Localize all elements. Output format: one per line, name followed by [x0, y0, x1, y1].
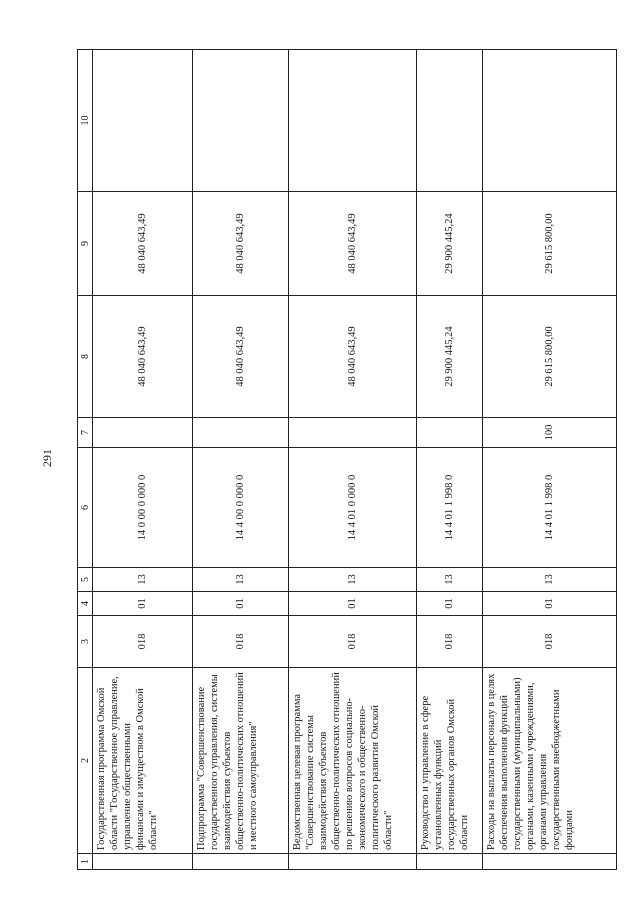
cell-section: 01	[483, 592, 617, 616]
header-row	[78, 50, 93, 870]
cell-expense-type	[289, 418, 417, 448]
cell-amount-8: 48 040 643,49	[193, 296, 289, 418]
header-cell: 7	[78, 418, 93, 448]
row-name: Ведомственная целевая программа "Совершенствование системы взаимодействия субъектов общественно-политических отношений по решению вопросов социально-экономического и общественно-политического развития Омской области"	[289, 668, 417, 854]
cell-target-code: 14 0 00 0 000 0	[93, 448, 193, 568]
cell-col-10	[289, 50, 417, 192]
cell-amount-8: 29 615 800,00	[483, 296, 617, 418]
header-cell: 9	[78, 192, 93, 296]
row-name: Подпрограмма "Совершенствование государственного управления, системы взаимодействия субъектов общественно-политических отношений и местного самоуправления"	[193, 668, 289, 854]
header-cell: 5	[78, 568, 93, 592]
header-cell: 8	[78, 296, 93, 418]
table-row	[193, 50, 289, 870]
table-row	[483, 50, 617, 870]
cell-target-code: 14 4 01 0 000 0	[289, 448, 417, 568]
header-cell: 2	[78, 668, 93, 854]
cell-expense-type	[193, 418, 289, 448]
cell-section: 01	[289, 592, 417, 616]
header-cell: 1	[78, 854, 93, 870]
cell-admin-code: 018	[417, 616, 483, 668]
cell-col-10	[93, 50, 193, 192]
cell-amount-8: 48 040 643,49	[93, 296, 193, 418]
cell-admin-code: 018	[483, 616, 617, 668]
row-num-cell	[483, 854, 617, 870]
cell-amount-9: 29 900 445,24	[417, 192, 483, 296]
cell-admin-code: 018	[193, 616, 289, 668]
table-row	[289, 50, 417, 870]
table-row	[93, 50, 193, 870]
cell-target-code: 14 4 00 0 000 0	[193, 448, 289, 568]
row-name: Государственная программа Омской области "Государственное управление, управление общественными финансами и имуществом в Омской области"	[93, 668, 193, 854]
header-cell: 6	[78, 448, 93, 568]
cell-amount-9: 48 040 643,49	[193, 192, 289, 296]
row-num-cell	[93, 854, 193, 870]
cell-subsection: 13	[483, 568, 617, 592]
cell-admin-code: 018	[289, 616, 417, 668]
page-number: 291	[40, 449, 54, 467]
cell-subsection: 13	[93, 568, 193, 592]
cell-section: 01	[193, 592, 289, 616]
cell-amount-9: 48 040 643,49	[289, 192, 417, 296]
cell-section: 01	[417, 592, 483, 616]
cell-subsection: 13	[193, 568, 289, 592]
cell-amount-8: 29 900 445,24	[417, 296, 483, 418]
cell-section: 01	[93, 592, 193, 616]
cell-target-code: 14 4 01 1 998 0	[417, 448, 483, 568]
row-num-cell	[193, 854, 289, 870]
cell-col-10	[483, 50, 617, 192]
cell-amount-9: 48 040 643,49	[93, 192, 193, 296]
cell-expense-type: 100	[483, 418, 617, 448]
row-num-cell	[417, 854, 483, 870]
header-cell: 4	[78, 592, 93, 616]
cell-target-code: 14 4 01 1 998 0	[483, 448, 617, 568]
rotated-page	[77, 50, 617, 870]
cell-subsection: 13	[417, 568, 483, 592]
cell-amount-8: 48 040 643,49	[289, 296, 417, 418]
table-row	[417, 50, 483, 870]
header-cell: 10	[78, 50, 93, 192]
cell-subsection: 13	[289, 568, 417, 592]
row-name: Руководство и управление в сфере установленных функций государственных органов Омской области	[417, 668, 483, 854]
row-num-cell	[289, 854, 417, 870]
cell-col-10	[193, 50, 289, 192]
cell-amount-9: 29 615 800,00	[483, 192, 617, 296]
cell-admin-code: 018	[93, 616, 193, 668]
budget-table	[77, 49, 617, 870]
header-cell: 3	[78, 616, 93, 668]
cell-expense-type	[417, 418, 483, 448]
row-name: Расходы на выплаты персоналу в целях обеспечения выполнения функций государственными (муниципальными) органами, казенными учреждениями, органами управления государственными внебюджетными фондами	[483, 668, 617, 854]
cell-expense-type	[93, 418, 193, 448]
cell-col-10	[417, 50, 483, 192]
